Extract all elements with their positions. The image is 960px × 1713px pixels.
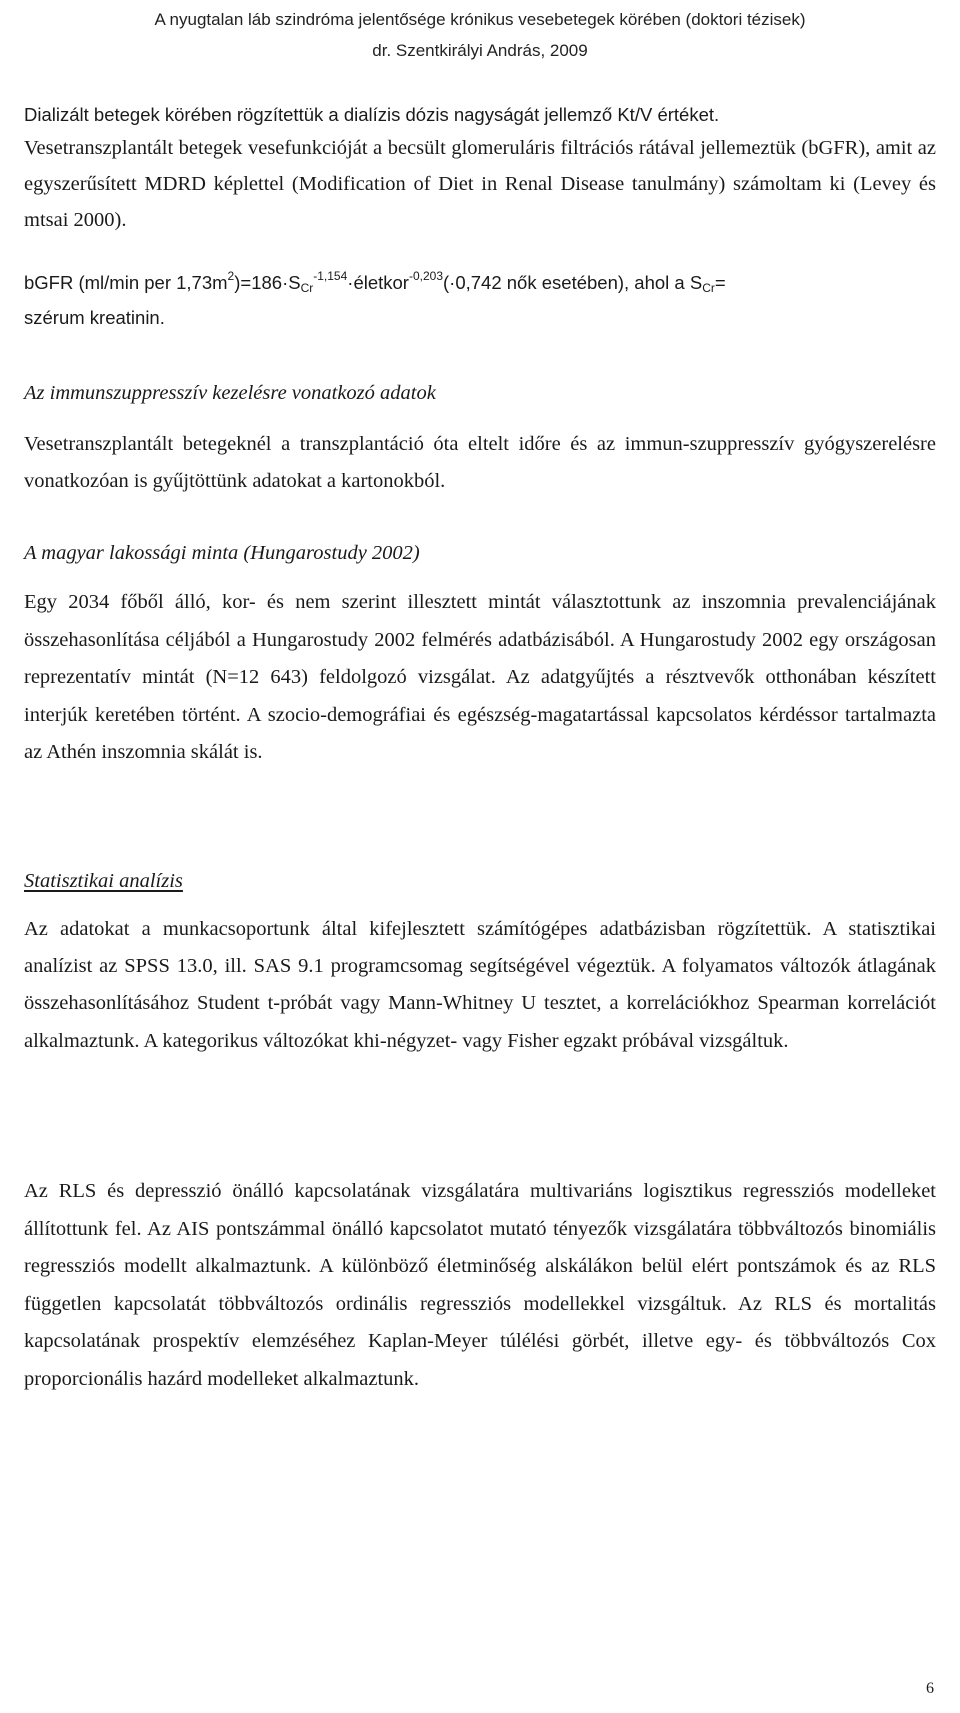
formula-exp-cr: -1,154: [313, 269, 348, 283]
formula-mid3: (·0,742 nők esetében), ahol a S: [443, 272, 703, 293]
paragraph-statistics-2: Az RLS és depresszió önálló kapcsolatának vizsgálatára multivariáns logisztikus regressziós modelleket állítottunk fel. Az AIS pontszámmal önálló kapcsolatot mutató tényezők vizsgálatára többváltozós binomiális regressziós modellt alkalmaztunk. A különböző életminőség alskálákon belül elért pontszámok és az RLS független kapcsolatát többváltozós ordinális regressziós modellekkel vizsgáltuk. Az RLS és mortalitás kapcsolatának prospektív elemzéséhez Kaplan-Meyer túlélési görbét, illetve egy- és többváltozós Cox proporcionális hazárd modelleket alkalmaztunk.: [24, 1180, 936, 1390]
paragraph-immunosuppressive: Vesetranszplantált betegeknél a transzplantáció óta eltelt időre és az immun-szuppresszív gyógyszerelésre vonatkozóan is gyűjtöttünk adatokat a kartonokból.: [24, 433, 936, 492]
page-number: 6: [926, 1680, 934, 1697]
paragraph-transplant: Vesetranszplantált betegek vesefunkcióját a becsült glomeruláris filtrációs rátával jellemeztük (bGFR), amit az egyszerűsített MDRD képlettel (Modification of Diet in Renal Disease tanulmány) számoltam ki (Levey és mtsai 2000).: [24, 137, 936, 231]
paragraph-dialysis: Dializált betegek körében rögzítettük a dialízis dózis nagyságát jellemző Kt/V értéket.: [24, 104, 720, 125]
paragraph-statistics-1: Az adatokat a munkacsoportunk által kifejlesztett számítógépes adatbázisban rögzítettük. A statisztikai analízist az SPSS 13.0, ill. SAS 9.1 programcsomag segítségével végeztük. A folyamatos változók átlagának összehasonlításához Student t-próbát vagy Mann-Whitney U tesztet, a korrelációkhoz Spearman korrelációt alkalmaztunk. A kategorikus változókat khi-négyzet- vagy Fisher egzakt próbával vizsgáltuk.: [24, 918, 936, 1052]
header-author: dr. Szentkirályi András, 2009: [372, 41, 588, 60]
formula-exp-2: 2: [227, 269, 235, 283]
formula-sub-cr1: Cr: [300, 281, 314, 295]
heading-hungarostudy: A magyar lakossági minta (Hungarostudy 2002): [24, 542, 420, 564]
formula-mid2: ·életkor: [347, 272, 409, 293]
page-header: [0, 4, 960, 66]
bgfr-formula: [24, 268, 954, 298]
formula-definition: szérum kreatinin.: [24, 307, 165, 328]
heading-statistics: Statisztikai analízis: [24, 870, 183, 892]
paragraph-hungarostudy: Egy 2034 főből álló, kor- és nem szerint illesztett mintát választottunk az inszomnia prevalenciájának összehasonlítása céljából a Hungarostudy 2002 felmérés adatbázisából. A Hungarostudy 2002 egy országosan reprezentatív mintát (N=12 643) feldolgozó vizsgálat. Az adatgyűjtés a résztvevők otthonában készített interjúk keretében történt. A szocio-demográfiai és egészség-magatartással kapcsolatos kérdéssor tartalmazta az Athén inszomnia skálát is.: [24, 591, 936, 763]
formula-start: bGFR (ml/min per 1,73m: [24, 272, 228, 293]
formula-end: =: [714, 272, 726, 293]
formula-sub-cr2: Cr: [702, 281, 715, 295]
header-title: A nyugtalan láb szindróma jelentősége krónikus vesebetegek körében (doktori tézisek): [154, 10, 806, 29]
formula-mid1: )=186·S: [234, 272, 301, 293]
formula-exp-age: -0,203: [408, 269, 444, 283]
heading-immunosuppressive: Az immunszuppresszív kezelésre vonatkozó adatok: [24, 382, 436, 404]
